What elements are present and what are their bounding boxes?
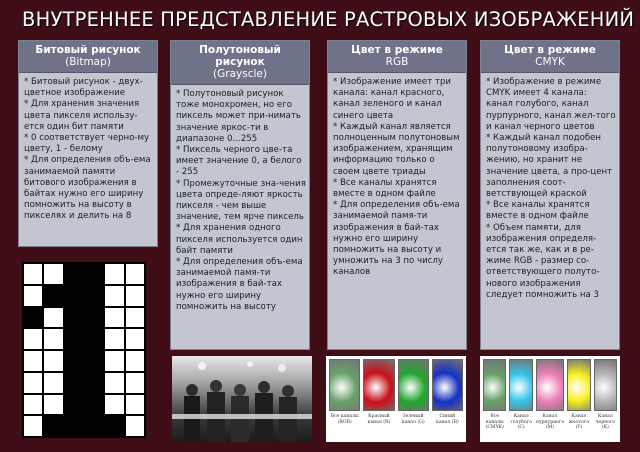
cmyk-channel-preview bbox=[509, 359, 532, 411]
column-text-line: * Для определения объ-ема занимаемой памя-ти изображения в бай-тах нужно его ширину помножить на высоту bbox=[176, 257, 303, 312]
bitmap-pixel-black bbox=[104, 415, 124, 437]
bitmap-pixel-black bbox=[43, 285, 63, 307]
column-text-line: * Объем памяти, для изображения определя-ется так же, как и в ре-жиме RGB - размер со-ответствующего полуто-нового изображения следует помножить на 3 bbox=[486, 222, 600, 300]
rgb-channel-caption: Синий канал (B) bbox=[436, 414, 459, 425]
bitmap-pixel-white bbox=[125, 285, 145, 307]
cmyk-channel-caption: Канал черного (K) bbox=[595, 414, 616, 431]
column-text-line: * Полутоновый рисунок тоже монохромен, но его пиксель может при-нимать значение яркос-ти в диапазоне 0...255 bbox=[176, 89, 301, 144]
bitmap-pixel-white bbox=[23, 350, 43, 372]
column-text-line: * Для хранения одного пикселя используется один байт памяти bbox=[176, 223, 303, 256]
bitmap-pixel-white bbox=[125, 263, 145, 285]
column-text-line: * Каждый канал подобен полутоновому изобра-жению, но хранит не значение цвета, а про-цент заполнения соот-ветствующей краской bbox=[486, 133, 613, 200]
bitmap-pixel-black bbox=[23, 307, 43, 329]
rgb-channel-caption: Все каналы (RGB) bbox=[330, 414, 359, 425]
bitmap-pixel-black bbox=[64, 372, 84, 394]
bitmap-pixel-black bbox=[84, 263, 104, 285]
bitmap-pixel-white bbox=[104, 372, 124, 394]
column-rgb-header bbox=[328, 41, 466, 73]
bitmap-pixel-white bbox=[125, 307, 145, 329]
bitmap-pixel-white bbox=[104, 350, 124, 372]
column-text-line: * Для определения объ-ема занимаемой памя-ти изображения в бай-тах нужно его ширину помножить на высоту и умножить на 3 по числу каналов bbox=[333, 200, 460, 278]
bitmap-pixel-black bbox=[84, 415, 104, 437]
bitmap-pixel-white bbox=[125, 372, 145, 394]
bitmap-pixel-white bbox=[23, 372, 43, 394]
column-text-line: * Промежуточные зна-чения цвета опреде-ляют яркость пикселя - чем выше значение, тем ярче пиксель bbox=[176, 178, 306, 223]
bitmap-pixel-black bbox=[64, 350, 84, 372]
bitmap-pixel-black bbox=[84, 350, 104, 372]
bitmap-pixel-black bbox=[84, 285, 104, 307]
cmyk-channel bbox=[567, 359, 590, 440]
column-grayscale-heading: Полутоновый рисунок bbox=[199, 44, 281, 68]
bitmap-pixel-black bbox=[64, 328, 84, 350]
bitmap-pixel-black bbox=[84, 372, 104, 394]
bitmap-pixel-white bbox=[43, 372, 63, 394]
grayscale-photo-figures bbox=[172, 356, 312, 442]
rgb-channel-preview bbox=[432, 359, 463, 411]
bitmap-pixel-black bbox=[84, 307, 104, 329]
bitmap-pixel-white bbox=[23, 394, 43, 416]
column-cmyk-subheading: CMYK bbox=[535, 56, 565, 68]
column-bitmap-header bbox=[19, 41, 157, 73]
column-text-line: * Для определения объ-ема занимаемой памяти битового изображения в байтах нужно его ширину помножить на высоту в пикселях и делить на 8 bbox=[24, 155, 151, 222]
bitmap-pixel-white bbox=[125, 394, 145, 416]
bitmap-pixel-black bbox=[64, 415, 84, 437]
bitmap-pixel-white bbox=[104, 394, 124, 416]
cmyk-channels-strip bbox=[480, 356, 620, 442]
rgb-channel bbox=[363, 359, 394, 440]
rgb-channel bbox=[329, 359, 360, 440]
cmyk-channel bbox=[483, 359, 506, 440]
rgb-channel-caption: Зеленый канал (G) bbox=[401, 414, 425, 425]
column-text-line: * Каждый канал является полноценным полутоновым изображением, хранящим информацию только о своем цвете триады bbox=[333, 121, 460, 177]
bitmap-pixel-white bbox=[23, 415, 43, 437]
column-text-line: * Битовый рисунок - двух-цветное изображение bbox=[24, 77, 143, 99]
cmyk-channel-preview bbox=[483, 359, 506, 411]
column-rgb bbox=[327, 40, 467, 350]
column-bitmap-heading: Битовый рисунок bbox=[35, 44, 141, 56]
cmyk-channel-caption: Канал желтого (Y) bbox=[568, 414, 590, 431]
bitmap-pixel-black bbox=[84, 328, 104, 350]
cmyk-channel-preview bbox=[594, 359, 617, 411]
grayscale-photo bbox=[172, 356, 312, 442]
bitmap-pixel-white bbox=[43, 394, 63, 416]
column-text-line: * Пиксель черного цве-та имеет значение 0, а белого - 255 bbox=[176, 145, 302, 178]
rgb-channel-preview bbox=[398, 359, 429, 411]
rgb-channel-preview bbox=[363, 359, 394, 411]
rgb-channel-caption: Красный канал (R) bbox=[367, 414, 391, 425]
column-grayscale-text bbox=[171, 85, 309, 316]
rgb-channel-preview bbox=[329, 359, 360, 411]
column-rgb-heading: Цвет в режиме bbox=[351, 44, 443, 56]
rgb-channel bbox=[398, 359, 429, 440]
column-rgb-subheading: RGB bbox=[385, 56, 409, 68]
column-bitmap bbox=[18, 40, 158, 247]
column-rgb-text bbox=[328, 73, 466, 282]
bitmap-pixel-white bbox=[125, 350, 145, 372]
cmyk-channel-preview bbox=[536, 359, 564, 411]
bitmap-pixel-white bbox=[23, 285, 43, 307]
bitmap-pixel-black bbox=[84, 394, 104, 416]
bitmap-pixel-white bbox=[23, 328, 43, 350]
bitmap-digit-one-grid bbox=[22, 262, 146, 438]
bitmap-pixel-white bbox=[104, 263, 124, 285]
column-cmyk bbox=[480, 40, 620, 350]
bitmap-pixel-white bbox=[43, 328, 63, 350]
column-cmyk-header bbox=[481, 41, 619, 73]
column-text-line: * 0 соответствует черно-му цвету, 1 - белому bbox=[24, 133, 150, 155]
bitmap-pixel-white bbox=[23, 263, 43, 285]
bitmap-pixel-white bbox=[43, 307, 63, 329]
bitmap-pixel-black bbox=[43, 415, 63, 437]
cmyk-channel-caption: Канал голубого (C) bbox=[510, 414, 532, 431]
column-bitmap-text bbox=[19, 73, 157, 226]
column-bitmap-subheading: (Bitmap) bbox=[65, 56, 111, 68]
page-title: ВНУТРЕННЕЕ ПРЕДСТАВЛЕНИЕ РАСТРОВЫХ ИЗОБРАЖЕНИЙ bbox=[22, 8, 635, 31]
bitmap-pixel-white bbox=[104, 285, 124, 307]
cmyk-channel-preview bbox=[567, 359, 590, 411]
bitmap-pixel-black bbox=[64, 285, 84, 307]
bitmap-pixel-white bbox=[104, 328, 124, 350]
cmyk-channel bbox=[536, 359, 564, 440]
bitmap-pixel-white bbox=[43, 263, 63, 285]
column-text-line: * Изображение в режиме CMYK имеет 4 канала: канал голубого, канал пурпурного, канал жел-того и канал черного цветов bbox=[486, 77, 616, 132]
bitmap-pixel-white bbox=[125, 415, 145, 437]
column-grayscale-subheading: (Grayscle) bbox=[213, 68, 267, 80]
bitmap-pixel-white bbox=[43, 350, 63, 372]
bitmap-pixel-white bbox=[125, 328, 145, 350]
bitmap-pixel-black bbox=[64, 394, 84, 416]
cmyk-channel bbox=[509, 359, 532, 440]
column-cmyk-heading: Цвет в режиме bbox=[504, 44, 596, 56]
cmyk-channel-caption: Все каналы (CMYK) bbox=[485, 414, 504, 431]
column-cmyk-text bbox=[481, 73, 619, 304]
column-text-line: * Для хранения значения цвета пикселя использу-ется один бит памяти bbox=[24, 99, 140, 132]
cmyk-channel bbox=[594, 359, 617, 440]
rgb-channels-strip bbox=[326, 356, 466, 442]
cmyk-channel-caption: Канал пурпурного (M) bbox=[535, 414, 565, 431]
column-text-line: * Все каналы хранятся вместе в одном файле bbox=[486, 200, 590, 222]
column-grayscale bbox=[170, 40, 310, 350]
bitmap-pixel-white bbox=[104, 307, 124, 329]
bitmap-pixel-black bbox=[64, 307, 84, 329]
bitmap-pixel-black bbox=[64, 263, 84, 285]
column-text-line: * Изображение имеет три канала: канал красного, канал зеленого и канал синего цвета bbox=[333, 77, 451, 121]
column-text-line: * Все каналы хранятся вместе в одном файле bbox=[333, 177, 437, 200]
column-grayscale-header bbox=[171, 41, 309, 85]
rgb-channel bbox=[432, 359, 463, 440]
